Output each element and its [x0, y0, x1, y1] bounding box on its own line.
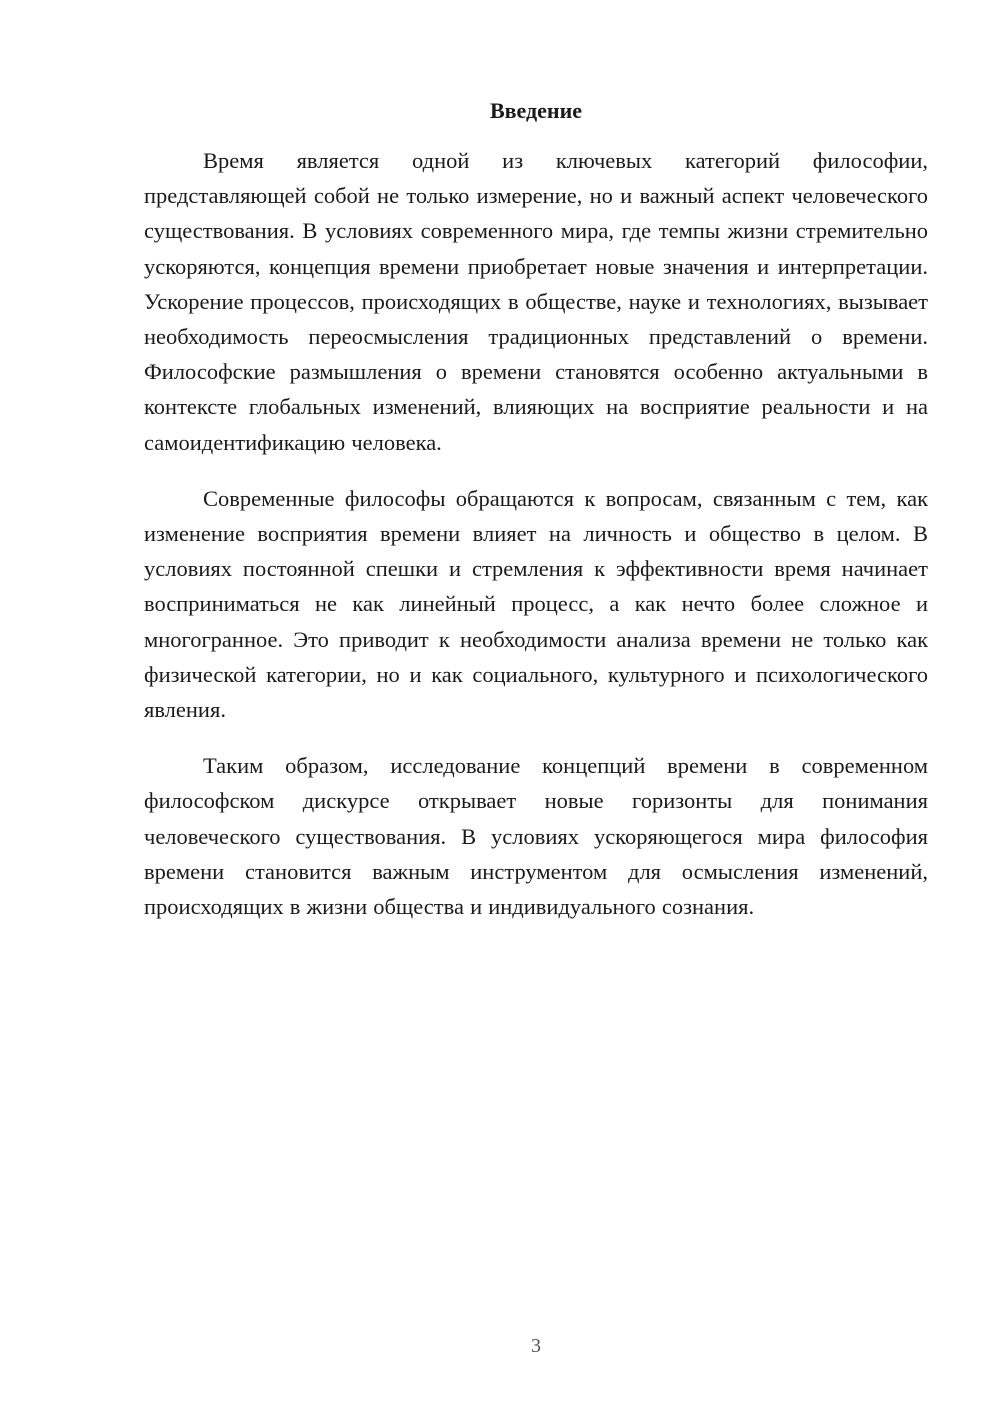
section-title: Введение [489, 98, 583, 123]
paragraph: Таким образом, исследование концепций времени в современном философском дискурсе открывает новые горизонты для понимания человеческого существования. В условиях ускоряющегося мира философия времени становится важным инструментом для осмысления изменений, происходящих в жизни общества и индивидуального сознания. [144, 753, 928, 920]
body-text [144, 143, 928, 945]
paragraph: Современные философы обращаются к вопросам, связанным с тем, как изменение восприятия времени влияет на личность и общество в целом. В условиях постоянной спешки и стремления к эффективности время начинает восприниматься не как линейный процесс, а как нечто более сложное и многогранное. Это приводит к необходимости анализа времени не только как физической категории, но и как социального, культурного и психологического явления. [144, 485, 928, 723]
page-number: 3 [531, 1335, 541, 1357]
paragraph: Время является одной из ключевых категорий философии, представляющей собой не только измерение, но и важный аспект человеческого существования. В условиях современного мира, где темпы жизни стремительно ускоряются, концепция времени приобретает новые значения и интерпретации. Ускорение процессов, происходящих в обществе, науке и технологиях, вызывает необходимость переосмысления традиционных представлений о времени. Философские размышления о времени становятся особенно актуальными в контексте глобальных изменений, влияющих на восприятие реальности и на самоидентификацию человека. [144, 148, 928, 455]
